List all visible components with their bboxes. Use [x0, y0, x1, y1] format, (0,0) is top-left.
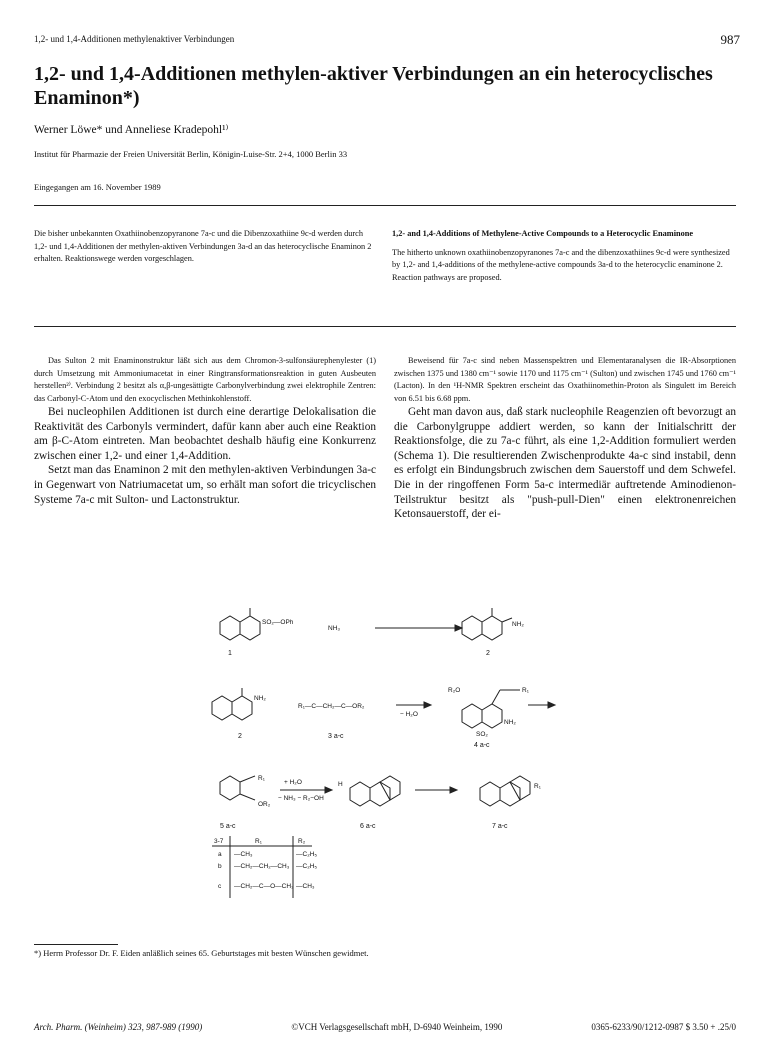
compound-label: 2	[486, 650, 490, 657]
abstract-bottom-rule	[34, 326, 736, 327]
scheme-substituent: OR₂	[258, 801, 271, 808]
authors: Werner Löwe* und Anneliese Kradepohl¹⁾	[34, 124, 229, 136]
abstract-english-heading: 1,2- and 1,4-Additions of Methylene-Active Compounds to a Heterocyclic Enaminone	[392, 229, 694, 238]
open-form-structure-5	[220, 776, 255, 800]
compound-label: 3 a-c	[328, 733, 344, 740]
page-number: 987	[720, 32, 740, 47]
footnote-rule	[34, 944, 118, 945]
body-paragraph: Geht man davon aus, daß stark nucleophile Reagenzien oft bevorzugt an die Carbonylgruppe addiert werden, so kann der Initialschritt der Reaktionsfolge, die zu 7a-c führt, als eine 1,2-Addition formuliert werden (Schema 1). Die resultierenden Zwischenprodukte 4a-c sind instabil, denn es erfolgt ein Bindungsbruch zwischen dem Sauerstoff und dem Schwefel. Die in der ringoffenen Form 5a-c intermediär auftretende Aminodienon-Teilstruktur besitzt als "push-pull-Dien" einen elektronenreichen Ketonsauerstoff, der ei-	[394, 406, 736, 521]
table-cell: c	[218, 883, 222, 890]
abstract-german: Die bisher unbekannten Oxathiinobenzopyranone 7a-c und die Dibenzoxathiine 9c-d werden durch 1,2- und 1,4-Additionen der methylen-aktiven Verbindungen 3a-d an das heterocyclische Enaminon 2 erhalten. Reaktionswege werden vorgeschlagen.	[34, 229, 372, 263]
scheme-reagent: R₁—C—CH₂—C—OR₂	[298, 703, 365, 710]
table-cell: —C₂H₅	[296, 851, 318, 858]
scheme-substituent: NH₂	[512, 621, 524, 628]
arrow-label: + H₂O	[284, 779, 302, 786]
table-cell: —CH₃	[234, 851, 253, 858]
abstract-english	[392, 228, 734, 284]
body-paragraph: Bei nucleophilen Additionen ist durch eine derartige Delokalisation die Reaktivität des Carbonyls vermindert, dafür kann aber auch eine Reaktion am β-C-Atom eintreten. Man beobachtet deshalb häufig eine Konkurrenz zwischen einer 1,2- und einer 1,4-Addition.	[34, 406, 376, 462]
table-header: 3-7	[214, 838, 224, 845]
enaminone-structure-2	[462, 608, 512, 640]
table-cell: a	[218, 851, 222, 858]
body-paragraph: Das Sulton 2 mit Enaminonstruktur läßt sich aus dem Chromon-3-sulfonsäurephenylester (1) durch Umsetzung mit Ammoniumacetat in einer Ringtransformationsreaktion in guten Ausbeuten herstellen²⁾. Verbindung 2 besitzt als α,β-ungesättigte Carbonylverbindung zwei elektrophile Zentren: das Carbonyl-C-Atom und den exocyclischen Methinkohlenstoff.	[34, 356, 376, 403]
scheme-substituent: R₁	[534, 783, 541, 790]
table-header: R₁	[255, 838, 262, 845]
scheme-substituent: SO₂	[476, 731, 488, 738]
article-code: 0365-6233/90/1212-0987 $ 3.50 + .25/0	[591, 1022, 736, 1032]
scheme-substituent: R₁	[258, 775, 265, 782]
table-cell: b	[218, 863, 222, 870]
compound-label: 5 a-c	[220, 823, 236, 830]
publisher-notice: ©VCH Verlagsgesellschaft mbH, D-6940 Weinheim, 1990	[291, 1022, 503, 1032]
scheme-substituent: H	[338, 781, 343, 788]
product-structure-7	[480, 776, 530, 806]
body-paragraph: Beweisend für 7a-c sind neben Massenspektren und Elementaranalysen die IR-Absorptionen zwischen 1375 und 1380 cm⁻¹ sowie 1170 und 1175 cm⁻¹ (Sulton) und zwischen 1745 und 1760 cm⁻¹ (Lacton). In den ¹H-NMR Spektren erscheint das Oxathiinomethin-Proton als Singulett im Bereich von 6.51 bis 6.68 ppm.	[394, 356, 736, 403]
compound-label: 4 a-c	[474, 742, 490, 749]
table-cell: —CH₂—CH₂—CH₃	[234, 863, 290, 870]
received-date: Eingegangen am 16. November 1989	[34, 182, 161, 192]
arrow-label: − H₂O	[400, 711, 418, 718]
scheme-reagent: NH₃	[328, 625, 341, 632]
scheme-substituent: NH₂	[504, 719, 516, 726]
scheme-substituent: R₂O	[448, 687, 461, 694]
institution: Institut für Pharmazie der Freien Universität Berlin, Königin-Luise-Str. 2+4, 1000 Berlin 33	[34, 149, 348, 159]
arrow-head	[548, 702, 555, 708]
scheme-substituent: R₁	[522, 687, 529, 694]
table-cell: —CH₃	[296, 883, 315, 890]
compound-label: 6 a-c	[360, 823, 376, 830]
arrow-head	[450, 787, 457, 793]
abstract-english-text: The hitherto unknown oxathiinobenzopyranones 7a-c and the dibenzoxathiines 9c-d were synthesized by 1,2- and 1,4-additions of the methylene-active compounds 3a-d to the heterocyclic enaminone 2. Reaction pathways are proposed.	[392, 247, 730, 282]
arrow-label: − NH₃ − R₂−OH	[278, 795, 324, 802]
running-title: 1,2- und 1,4-Additionen methylenaktiver Verbindungen	[34, 34, 235, 44]
chromone-structure-1	[220, 608, 260, 640]
compound-label: 1	[228, 650, 232, 657]
body-column-left	[34, 355, 376, 507]
abstract-top-rule	[34, 205, 736, 206]
arrow-head	[325, 787, 332, 793]
intermediate-structure-6	[350, 776, 400, 806]
arrow-head	[455, 625, 462, 631]
journal-citation: Arch. Pharm. (Weinheim) 323, 987-989 (1990)	[34, 1022, 203, 1032]
scheme-substituent: NH₂	[254, 695, 266, 702]
page-footer	[34, 1022, 736, 1032]
compound-label: 7 a-c	[492, 823, 508, 830]
body-column-right	[394, 355, 736, 522]
table-cell: —C₂H₅	[296, 863, 318, 870]
table-header: R₂	[298, 838, 306, 845]
table-cell: —CH₂—C—O—CH₃	[234, 883, 294, 890]
enaminone-structure-2b	[212, 688, 252, 720]
body-paragraph: Setzt man das Enaminon 2 mit den methylen-aktiven Verbindungen 3a-c in Gegenwart von Natriumacetat um, so erhält man sofort die tricyclischen Systeme 7a-c mit Sulton- und Lactonstruktur.	[34, 464, 376, 506]
arrow-head	[424, 702, 431, 708]
article-title: 1,2- und 1,4-Additionen methylen-aktiver Verbindungen an ein heterocyclisches Enaminon*)	[34, 63, 713, 109]
compound-label: 2	[238, 733, 242, 740]
footnote: *) Herrn Professor Dr. F. Eiden anläßlich seines 65. Geburtstages mit besten Wünschen gewidmet.	[34, 948, 369, 958]
scheme-substituent: SO₂—OPh	[262, 619, 294, 626]
reaction-scheme	[200, 600, 570, 930]
